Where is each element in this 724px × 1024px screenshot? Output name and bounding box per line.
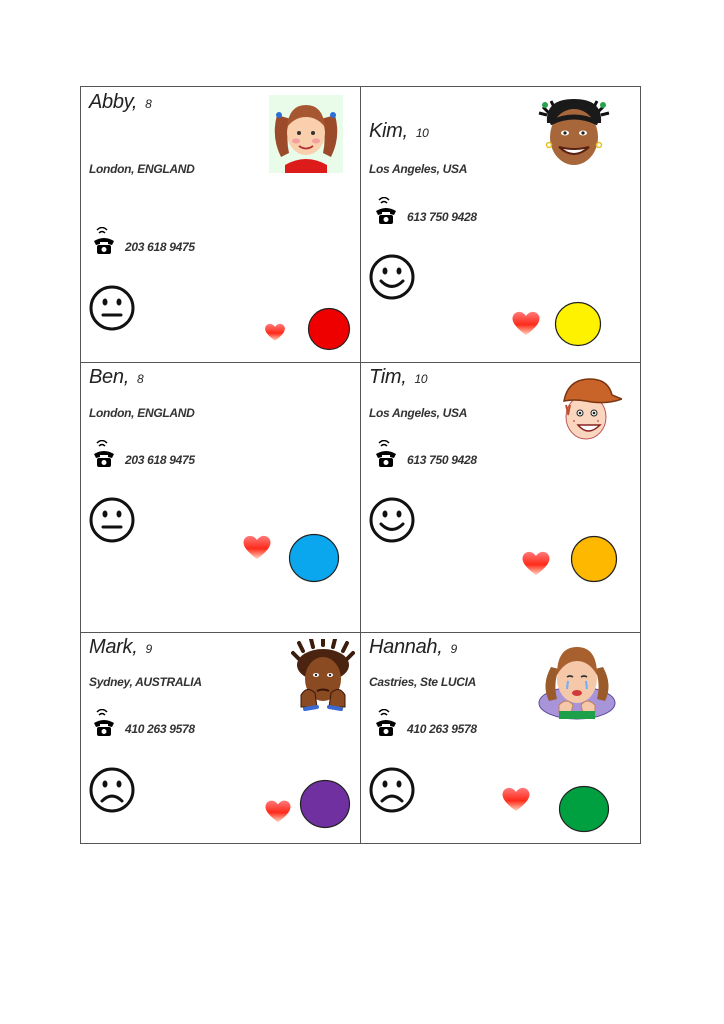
card-name: Ben, 8 bbox=[89, 366, 144, 388]
card-kim bbox=[360, 86, 641, 363]
telephone-icon bbox=[93, 227, 115, 255]
card-location: London, ENGLAND bbox=[89, 162, 195, 176]
card-hannah bbox=[360, 632, 641, 844]
phone-row bbox=[93, 709, 195, 737]
phone-number: 410 263 9578 bbox=[125, 722, 195, 736]
phone-number: 613 750 9428 bbox=[407, 453, 477, 467]
card-name: Tim, 10 bbox=[369, 366, 428, 388]
phone-number: 203 618 9475 bbox=[125, 453, 195, 467]
heart-icon bbox=[242, 533, 272, 561]
sad-face-icon bbox=[369, 767, 415, 813]
boy-with-cap-portrait bbox=[556, 375, 622, 445]
phone-number: 203 618 9475 bbox=[125, 240, 195, 254]
card-name: Hannah, 9 bbox=[369, 636, 457, 658]
card-abby bbox=[80, 86, 361, 363]
heart-icon bbox=[511, 309, 541, 337]
sad-face-icon bbox=[89, 767, 135, 813]
card-name: Abby, 8 bbox=[89, 91, 152, 113]
neutral-face-icon bbox=[89, 497, 135, 543]
phone-number: 613 750 9428 bbox=[407, 210, 477, 224]
boy-with-dreadlocks-portrait bbox=[291, 639, 355, 717]
card-mark bbox=[80, 632, 361, 844]
happy-face-icon bbox=[369, 497, 415, 543]
phone-row bbox=[375, 440, 477, 468]
girl-with-braids-portrait bbox=[533, 93, 615, 173]
heart-icon bbox=[521, 549, 551, 577]
telephone-icon bbox=[93, 709, 115, 737]
card-location: Los Angeles, USA bbox=[369, 406, 468, 420]
crying-girl-portrait bbox=[537, 641, 617, 723]
girl-with-pigtails-portrait bbox=[269, 95, 343, 173]
heart-icon bbox=[264, 321, 286, 343]
card-location: Sydney, AUSTRALIA bbox=[89, 675, 202, 689]
card-name: Mark, 9 bbox=[89, 636, 152, 658]
telephone-icon bbox=[375, 709, 397, 737]
card-name: Kim, 10 bbox=[369, 120, 429, 142]
phone-row bbox=[93, 440, 195, 468]
card-tim bbox=[360, 362, 641, 633]
color-dot bbox=[307, 307, 351, 351]
telephone-icon bbox=[375, 197, 397, 225]
phone-number: 410 263 9578 bbox=[407, 722, 477, 736]
happy-face-icon bbox=[369, 254, 415, 300]
card-ben bbox=[80, 362, 361, 633]
color-dot bbox=[288, 533, 340, 583]
color-dot bbox=[570, 535, 618, 583]
phone-row bbox=[375, 709, 477, 737]
phone-row bbox=[375, 197, 477, 225]
phone-row bbox=[93, 227, 195, 255]
telephone-icon bbox=[375, 440, 397, 468]
color-dot bbox=[299, 779, 351, 829]
heart-icon bbox=[264, 798, 292, 824]
telephone-icon bbox=[93, 440, 115, 468]
card-location: London, ENGLAND bbox=[89, 406, 195, 420]
card-location: Castries, Ste LUCIA bbox=[369, 675, 476, 689]
card-location: Los Angeles, USA bbox=[369, 162, 468, 176]
neutral-face-icon bbox=[89, 285, 135, 331]
color-dot bbox=[558, 785, 610, 833]
color-dot bbox=[554, 301, 602, 347]
heart-icon bbox=[501, 785, 531, 813]
